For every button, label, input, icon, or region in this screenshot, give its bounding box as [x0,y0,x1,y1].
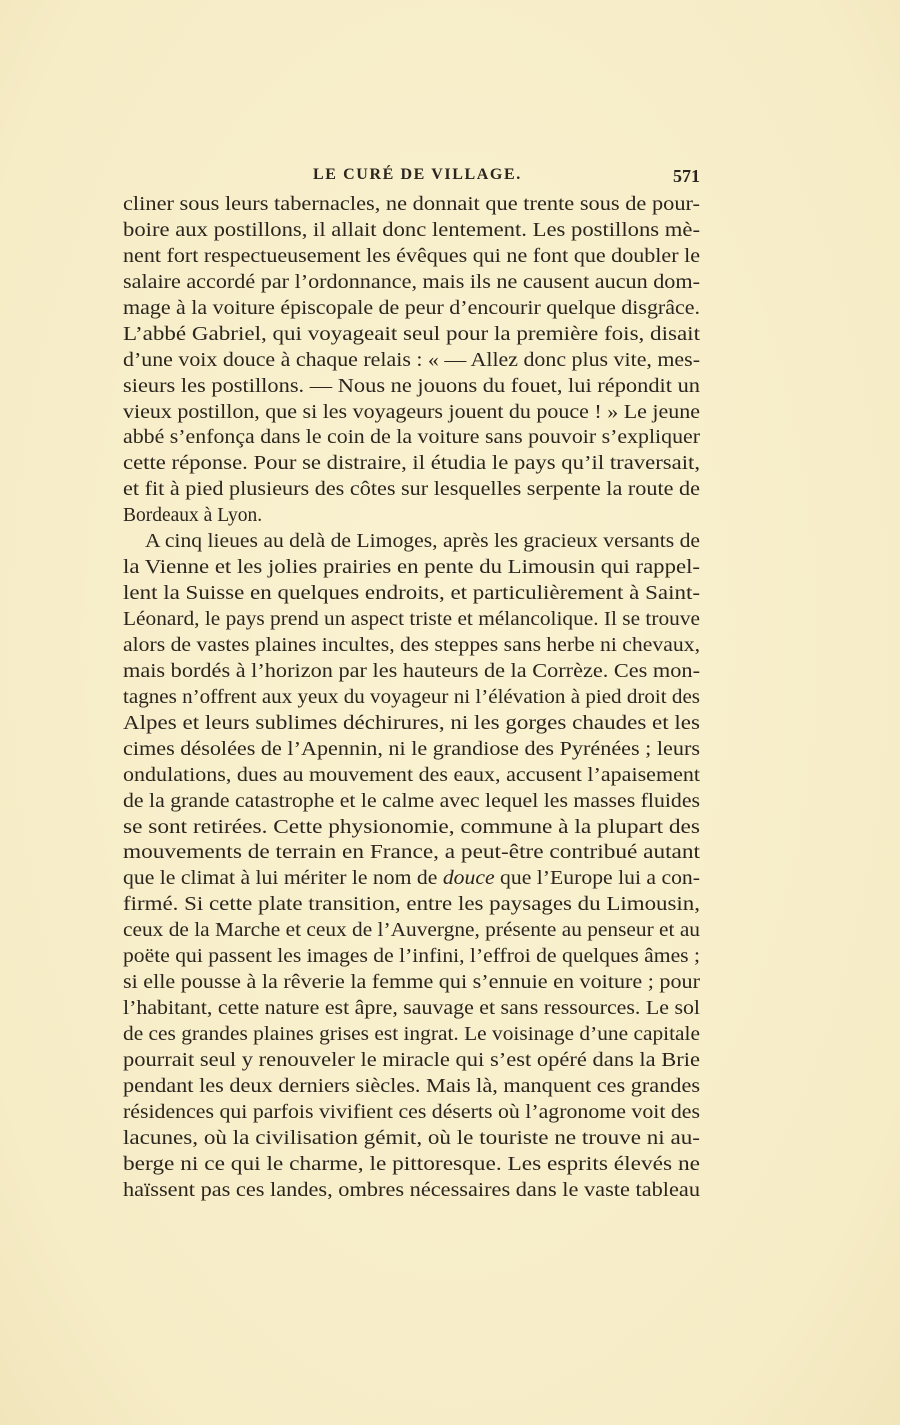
text-segment: que l’Europe lui a con- [494,868,700,890]
text-line-content: se sont retirées. Cette physionomie, commune à la plupart des [123,816,700,838]
text-line [123,1048,700,1074]
text-line [123,711,700,737]
text-line-content: si elle pousse à la rêverie la femme qui s’ennuie en voiture ; pour [123,972,700,994]
text-line-content: et fit à pied plusieurs des côtes sur lesquelles serpente la route de [123,479,700,501]
text-line-content: mage à la voiture épiscopale de peur d’encourir quelque disgrâce. [123,297,700,319]
text-line-content: A cinq lieues au delà de Limoges, après les gracieux versants de [145,531,700,553]
text-line-content: abbé s’enfonça dans le coin de la voiture sans pouvoir s’expliquer [123,427,700,449]
text-line [123,192,700,218]
text-line [123,970,700,996]
text-line-content: salaire accordé par l’ordonnance, mais ils ne causent aucun dom- [123,271,700,293]
text-line-content: mais bordés à l’horizon par les hauteurs de la Corrèze. Ces mon- [123,660,700,682]
text-line [123,607,700,633]
text-line [123,1074,700,1100]
text-line-content: la Vienne et les jolies prairies en pente du Limousin qui rappel- [123,557,700,579]
text-line-content: l’habitant, cette nature est âpre, sauvage et sans ressources. Le sol [123,998,700,1020]
text-line [123,374,700,400]
text-line-content: pendant les deux derniers siècles. Mais là, manquent ces grandes [123,1075,700,1097]
text-line [123,840,700,866]
text-line [123,270,700,296]
text-line-content: cliner sous leurs tabernacles, ne donnait que trente sous de pour- [123,194,700,215]
text-segment: que le climat à lui mériter le nom de [123,868,443,890]
text-line-content: cette réponse. Pour se distraire, il étudia le pays qu’il traversait, [123,453,700,475]
text-line [123,348,700,374]
text-line-content: ondulations, dues au mouvement des eaux, accusent l’apaisement [123,764,700,786]
text-line [123,529,700,555]
text-line [123,918,700,944]
text-line [123,244,700,270]
text-line [123,1178,700,1204]
text-line [123,892,700,918]
text-line [123,218,700,244]
text-line [123,737,700,763]
text-line [123,296,700,322]
text-line [123,633,700,659]
text-line-content: Léonard, le pays prend un aspect triste et mélancolique. Il se trouve [123,609,700,630]
page-header [123,166,700,190]
text-line [123,581,700,607]
text-line [123,477,700,503]
text-line-content: firmé. Si cette plate transition, entre les paysages du Limousin, [123,894,700,916]
text-line [123,866,700,892]
text-line [123,685,700,711]
text-line [123,451,700,477]
text-line-content: L’abbé Gabriel, qui voyageait seul pour la première fois, disait [123,323,700,345]
text-line [123,763,700,789]
text-line [123,815,700,841]
text-line-content: poëte qui passent les images de l’infini, l’effroi de quelques âmes ; [123,946,700,968]
text-line-content: résidences qui parfois vivifient ces déserts où l’agronome voit des [123,1101,700,1123]
text-line-content: d’une voix douce à chaque relais : « — Allez donc plus vite, mes- [123,349,700,371]
text-line-content: de la grande catastrophe et le calme avec lequel les masses fluides [123,790,700,812]
text-line [123,555,700,581]
text-line-content: Alpes et leurs sublimes déchirures, ni les gorges chaudes et les [123,712,700,734]
text-line [123,400,700,426]
text-line-content: pourrait seul y renouveler le miracle qui s’est opéré dans la Brie [123,1049,700,1071]
text-line-content: berge ni ce qui le charme, le pittoresque. Les esprits élevés ne [123,1153,700,1175]
text-line-content: lacunes, où la civilisation gémit, où le touriste ne trouve ni au- [123,1127,700,1149]
text-line [123,503,700,529]
page-number: 571 [673,166,700,186]
body-text [123,192,700,1204]
text-line [123,425,700,451]
text-line [123,1100,700,1126]
text-line [123,996,700,1022]
text-line [123,789,700,815]
text-line-content: sieurs les postillons. — Nous ne jouons du fouet, lui répondit un [123,375,700,397]
text-line-content [123,866,700,892]
text-line-content: lent la Suisse en quelques endroits, et particulièrement à Saint- [123,583,700,605]
text-line-content: alors de vastes plaines incultes, des steppes sans herbe ni chevaux, [123,634,700,656]
text-line [123,1152,700,1178]
text-line [123,944,700,970]
text-line-content: cimes désolées de l’Apennin, ni le grandiose des Pyrénées ; leurs [123,738,700,760]
text-line-content: ceux de la Marche et ceux de l’Auvergne, présente au penseur et au [123,920,700,942]
text-line [123,322,700,348]
text-line-content: haïssent pas ces landes, ombres nécessaires dans le vaste tableau [123,1179,700,1201]
text-line [123,1022,700,1048]
text-line [123,1126,700,1152]
text-line-content: nent fort respectueusement les évêques qui ne font que doubler le [123,245,700,267]
text-line-content: Bordeaux à Lyon. [123,505,263,527]
running-title: LE CURÉ DE VILLAGE. [313,166,522,183]
text-line [123,659,700,685]
text-line-content: mouvements de terrain en France, a peut-être contribué autant [123,842,700,864]
italic-word: douce [442,868,495,890]
text-line-content: boire aux postillons, il allait donc lentement. Les postillons mè- [123,219,700,241]
text-line-content: tagnes n’offrent aux yeux du voyageur ni l’élévation à pied droit des [123,686,700,708]
text-line-content: vieux postillon, que si les voyageurs jouent du pouce ! » Le jeune [123,401,700,423]
text-line-content: de ces grandes plaines grises est ingrat. Le voisinage d’une capitale [123,1024,700,1045]
